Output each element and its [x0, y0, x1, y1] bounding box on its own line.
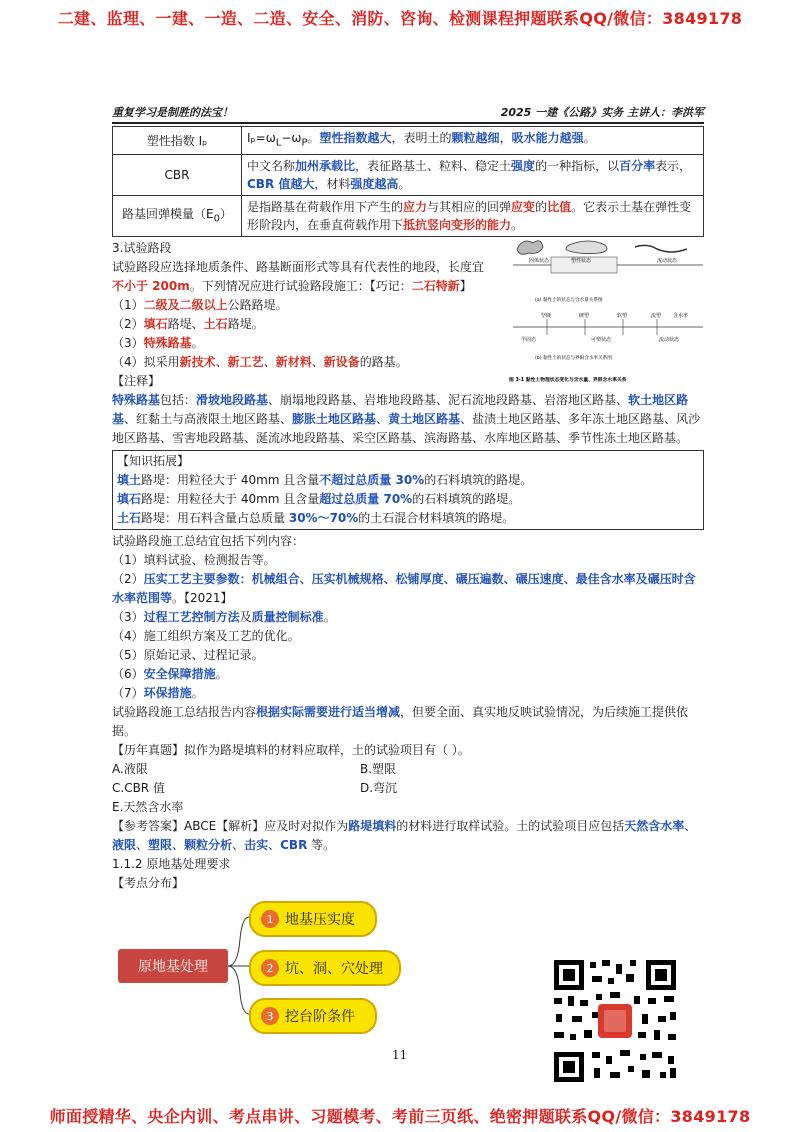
list-item: （3）过程工艺控制方法及质量控制标准。: [112, 610, 336, 625]
soil-state-figure: [507, 231, 707, 389]
number-badge: 2: [261, 959, 279, 977]
mind-map-node-benching: 3 挖台阶条件: [249, 998, 377, 1034]
label-hard: 坚硬: [541, 313, 552, 319]
header-course: 2025 一建《公路》实务 主讲人：李洪军: [500, 106, 704, 119]
row-name-modulus: 路基回弹模量$(E_0)$: [113, 196, 242, 237]
caption-a: (a) 黏性土的状态与含水量关系图: [535, 298, 603, 303]
subsection-title: 1.1.2 原地基处理要求: [112, 857, 231, 872]
answer-explanation: 【参考答案】ABCE【解析】应及时对拟作为路堤填料的材料进行取样试验。土的试验项目应包括天然含水率、液限、塑限、颗粒分析、击实、CBR 等。: [112, 819, 697, 853]
mind-map-root: 原地基处理: [118, 949, 228, 983]
bottom-promo-banner: 师面授精华、央企内训、考点串讲、习题模考、考前三页纸、绝密押题联系QQ/微信：3849178: [49, 1107, 751, 1126]
list-item: （4）施工组织方案及工艺的优化。: [112, 629, 300, 644]
row-desc-modulus: 是指路基在荷载作用下产生的应力与其相应的回弹应变的比值。它表示土基在弹性变形阶段内，在垂直荷载作用下抵抗竖向变形的能力。: [242, 196, 704, 237]
label-flow: 流塑: [651, 313, 662, 319]
document-page: [112, 104, 704, 1079]
summary-paragraph: 试验路段施工总结报告内容根据实际需要进行适当增减，但要全面、真实地反映试验情况，为后续施工提供依据。: [112, 705, 689, 739]
section-title: 3.试验路段: [112, 241, 172, 256]
knowledge-title: 【知识拓展】: [117, 454, 190, 469]
running-header: [112, 104, 704, 124]
soil-properties-table: [112, 126, 704, 237]
list-item: （5）原始记录、过程记录。: [112, 648, 264, 663]
number-badge: 1: [261, 910, 279, 928]
exam-question: [112, 741, 704, 893]
list-item: （1）填料试验、检测报告等。: [112, 553, 276, 568]
mind-map-node-pits: 2 坑、洞、穴处理: [249, 950, 401, 986]
list-item: （2）填石路堤、土石路堤。: [112, 317, 264, 332]
note-label: 【注释】: [112, 374, 161, 389]
list-item: （7）环保措施。: [112, 686, 204, 701]
subsection-label: 【考点分布】: [112, 876, 185, 891]
list-item: 填石路堤：用粒径大于 40mm 且含量超过总质量 70%的石料填筑的路堤。: [117, 492, 521, 507]
summary-section: [112, 532, 704, 741]
list-item: （4）拟采用新技术、新工艺、新材料、新设备的路基。: [112, 355, 408, 370]
row-desc-cbr: 中文名称加州承载比，表征路基土、粒料、稳定土强度的一种指标，以百分率表示，CBR 值越大，材料强度越高。: [242, 155, 704, 196]
label-plastic-state: 可塑状态: [591, 337, 612, 343]
table-row: [113, 155, 704, 196]
number-badge: 3: [261, 1007, 279, 1025]
choice-b: B.塑限: [360, 762, 397, 777]
note-special-subgrade: 特殊路基包括：滑坡地段路基、崩塌地段路基、岩堆地段路基、泥石流地段路基、岩溶地区路基、软土地区路基、红黏土与高液限土地区路基、膨胀土地区路基、黄土地区路基、盐渍土地区路基、多年冻土地区路基、风沙地区路基、雪害地段路基、涎流冰地段路基、采空区路基、滨海路基、水库地区路基、季节性冻土地区路基。: [112, 393, 701, 446]
list-item: 土石路堤：用石料含量占总质量 30%～70%的土石混合材料填筑的路堤。: [117, 511, 515, 526]
caption-main: 图 3-1 黏性土物理状态变化与含水量、界限含水率关系: [509, 378, 627, 383]
label-flow-state: 流动状态: [659, 337, 680, 343]
choice-d: D.弯沉: [360, 781, 398, 796]
page-number: 11: [392, 1048, 408, 1062]
section-intro: 试验路段应选择地质条件、路基断面形式等具有代表性的地段，长度宜不小于 200m。下列情况应进行试验路段施工：【巧记：二石特新】: [112, 260, 485, 294]
knowledge-box: [112, 450, 704, 530]
label-soft: 软塑: [617, 313, 628, 319]
qr-code: [550, 956, 680, 1086]
summary-intro: 试验路段施工总结宜包括下列内容：: [112, 534, 305, 549]
row-name-plasticity: 塑性指数 Iₚ: [113, 127, 242, 155]
header-motto: 重复学习是制胜的法宝！: [112, 106, 233, 119]
list-item: （6）安全保障措施。: [112, 667, 228, 682]
list-item: 填土路堤：用粒径大于 40mm 且含量不超过总质量 30%的石料填筑的路堤。: [117, 473, 533, 488]
caption-b: (b) 黏性土的状态与界限含水率关系图: [535, 356, 612, 361]
choice-e: E.天然含水率: [112, 800, 184, 815]
top-promo-banner: 二建、监理、一建、一造、二造、安全、消防、咨询、检测课程押题联系QQ/微信：3849178: [57, 9, 743, 28]
choice-c: C.CBR 值: [112, 781, 165, 796]
label-solid: 固体状态: [529, 258, 550, 264]
label-semisolid: 半固态: [521, 337, 537, 343]
list-item: （3）特殊路基。: [112, 336, 204, 351]
label-stiff: 硬塑: [579, 313, 590, 319]
label-water: 含水率: [673, 313, 689, 319]
question-choices: [112, 760, 704, 817]
row-desc-plasticity: $I_p=\omega_L-\omega_P$。塑性指数越大，表明土的颗粒越细，吸水能力越强。: [242, 127, 704, 155]
list-item: （1）二级及二级以上公路路堤。: [112, 298, 288, 313]
state-shapes: [517, 241, 687, 255]
question-stem: 【历年真题】拟作为路堤填料的材料应取样，土的试验项目有（ ）。: [112, 743, 470, 758]
label-fluid: 流动状态: [657, 258, 678, 264]
choice-a: A.液限: [112, 762, 148, 777]
label-plastic: 塑性状态: [571, 258, 592, 264]
mind-map-node-compaction: 1 地基压实度: [249, 901, 377, 937]
row-name-cbr: CBR: [113, 155, 242, 196]
table-row: [113, 127, 704, 155]
list-item: （2）压实工艺主要参数：机械组合、压实机械规格、松铺厚度、碾压遍数、碾压速度、最佳含水率及碾压时含水率范围等。【2021】: [112, 572, 696, 606]
